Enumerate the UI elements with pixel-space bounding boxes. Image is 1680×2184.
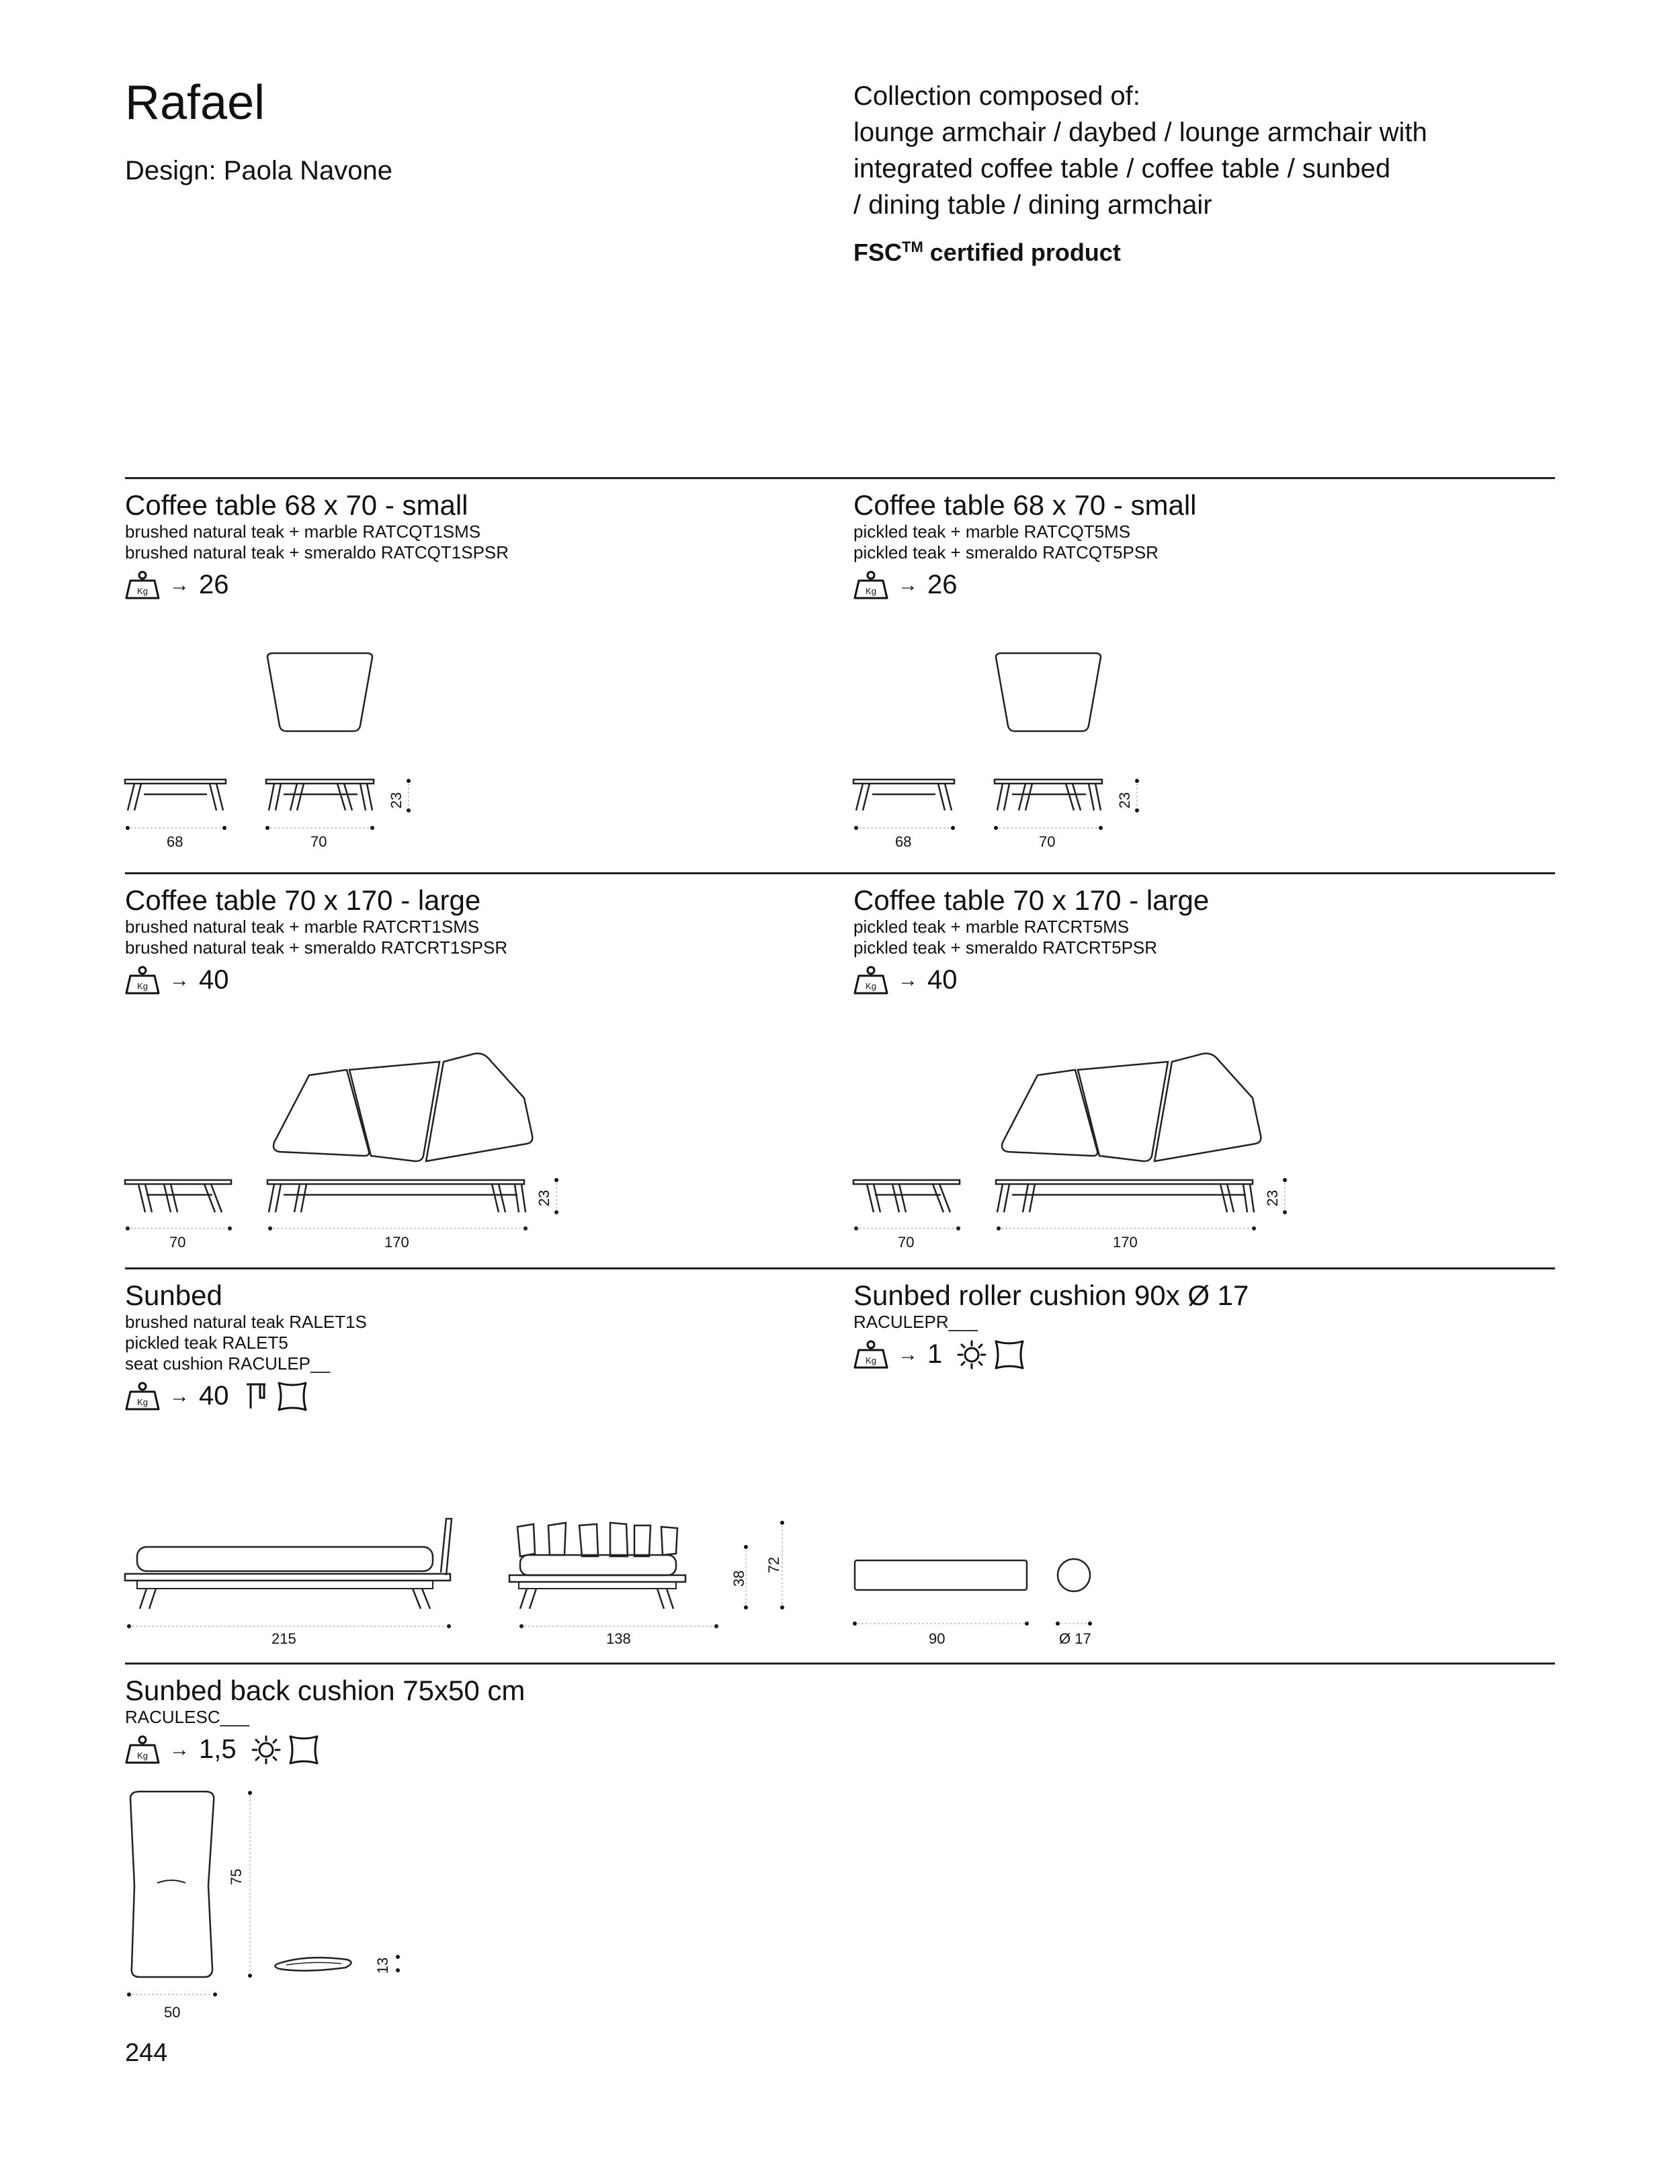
coffee-table-large-drawing xyxy=(125,1042,569,1243)
dimension-height: 23 xyxy=(388,792,405,809)
weight-kg-icon xyxy=(125,966,160,995)
product-code: RACULESC___ xyxy=(125,1707,249,1727)
product-back-cushion xyxy=(125,1675,525,1765)
weight-kg-icon xyxy=(125,1382,160,1411)
sun-icon xyxy=(958,1341,985,1368)
product-sunbed xyxy=(125,1279,367,1411)
umbrella-hole-icon xyxy=(245,1382,268,1411)
product-title: Sunbed roller cushion 90x Ø 17 xyxy=(853,1279,1249,1311)
dimension-height: 23 xyxy=(1116,792,1134,809)
weight-row xyxy=(125,965,507,995)
product-variant: pickled teak + smeraldo RATCQT5PSR xyxy=(853,542,1159,562)
dimension-height: 75 xyxy=(228,1868,245,1886)
weight-value: 26 xyxy=(927,570,958,599)
product-variant: pickled teak + marble RATCRT5MS xyxy=(853,917,1130,937)
cushion-icon xyxy=(278,1382,307,1411)
product-variant: pickled teak + marble RATCQT5MS xyxy=(853,521,1131,542)
arrow-right-icon: → xyxy=(898,573,918,596)
dimension-thickness: 13 xyxy=(374,1957,392,1974)
product-title: Coffee table 68 x 70 - small xyxy=(125,489,468,521)
product-variant: seat cushion RACULEP__ xyxy=(125,1353,330,1374)
product-title: Coffee table 70 x 170 - large xyxy=(125,884,481,916)
weight-value: 26 xyxy=(199,570,229,599)
product-title: Coffee table 70 x 170 - large xyxy=(853,884,1210,916)
weight-kg-icon xyxy=(853,966,888,995)
product-coffee-table-large-brushed xyxy=(125,884,507,995)
weight-value: 1,5 xyxy=(199,1734,237,1764)
fsc-suffix: certified product xyxy=(929,239,1121,266)
weight-value: 40 xyxy=(927,965,958,995)
sunbed-drawing xyxy=(125,1512,824,1646)
dimension-depth: 70 xyxy=(310,833,327,850)
dimension-width: 70 xyxy=(898,1234,915,1251)
weight-row xyxy=(853,965,1209,995)
product-variant: pickled teak RALET5 xyxy=(125,1333,288,1353)
weight-row xyxy=(853,570,1197,600)
product-variant: pickled teak + smeraldo RATCRT5PSR xyxy=(853,937,1158,958)
coffee-table-small-drawing xyxy=(853,645,1149,847)
weight-kg-icon xyxy=(125,1736,160,1764)
back-cushion-drawing xyxy=(125,1788,421,2009)
fsc-trademark: TM xyxy=(902,239,923,255)
weight-kg-icon xyxy=(853,1341,888,1369)
weight-kg-icon xyxy=(853,571,888,599)
collection-line: lounge armchair / daybed / lounge armchair with xyxy=(853,118,1427,147)
page-title: Rafael xyxy=(125,76,265,130)
dimension-height: 23 xyxy=(536,1189,553,1207)
coffee-table-large-drawing xyxy=(853,1042,1297,1243)
dimension-back-height: 72 xyxy=(765,1556,783,1574)
product-variant: brushed natural teak + marble RATCRT1SMS xyxy=(125,917,480,937)
fsc-label: FSC xyxy=(853,239,902,266)
arrow-right-icon: → xyxy=(169,573,190,596)
designer-credit: Design: Paola Navone xyxy=(125,156,393,185)
dimension-width: 138 xyxy=(606,1630,631,1647)
product-variant: brushed natural teak + smeraldo RATCRT1SPSR xyxy=(125,937,508,958)
dimension-length: 215 xyxy=(271,1630,296,1647)
arrow-right-icon: → xyxy=(898,1343,918,1366)
arrow-right-icon: → xyxy=(169,1738,190,1761)
product-variant: brushed natural teak RALET1S xyxy=(125,1312,367,1332)
product-coffee-table-large-pickled xyxy=(853,884,1209,995)
dimension-height: 23 xyxy=(1264,1189,1282,1207)
sun-icon xyxy=(253,1736,280,1763)
dimension-width: 50 xyxy=(164,2004,181,2021)
collection-line: / dining table / dining armchair xyxy=(853,190,1212,220)
collection-description xyxy=(853,78,1472,223)
weight-row xyxy=(125,1734,525,1765)
cushion-icon xyxy=(995,1340,1024,1370)
dimension-depth: 70 xyxy=(1039,833,1056,850)
product-coffee-table-small-pickled xyxy=(853,489,1197,600)
arrow-right-icon: → xyxy=(898,968,918,991)
product-variant: brushed natural teak + marble RATCQT1SMS xyxy=(125,521,481,542)
product-code: RACULEPR___ xyxy=(853,1312,978,1332)
weight-value: 1 xyxy=(927,1339,943,1369)
arrow-right-icon: → xyxy=(169,1384,190,1407)
weight-row xyxy=(125,570,509,600)
arrow-right-icon: → xyxy=(169,968,190,991)
coffee-table-small-drawing xyxy=(125,645,421,847)
collection-line: integrated coffee table / coffee table / sunbed xyxy=(853,154,1391,183)
roller-cushion-drawing xyxy=(853,1546,1109,1633)
dimension-width: 68 xyxy=(167,833,183,850)
product-title: Coffee table 68 x 70 - small xyxy=(853,489,1197,521)
page-number: 244 xyxy=(125,2039,168,2067)
section-divider xyxy=(125,1663,1555,1665)
dimension-depth: 170 xyxy=(1113,1234,1138,1251)
section-divider xyxy=(125,477,1555,479)
dimension-width: 68 xyxy=(895,833,912,850)
product-variant: brushed natural teak + smeraldo RATCQT1SPSR xyxy=(125,542,509,562)
weight-kg-icon xyxy=(125,571,160,599)
dimension-diameter: Ø 17 xyxy=(1059,1630,1091,1647)
collection-line: Collection composed of: xyxy=(853,81,1140,111)
section-divider xyxy=(125,872,1555,874)
product-roller-cushion xyxy=(853,1279,1249,1370)
product-title: Sunbed back cushion 75x50 cm xyxy=(125,1675,526,1706)
product-title: Sunbed xyxy=(125,1279,222,1311)
dimension-depth: 170 xyxy=(384,1234,409,1251)
cushion-icon xyxy=(289,1735,319,1765)
dimension-width: 70 xyxy=(169,1234,186,1251)
product-coffee-table-small-brushed xyxy=(125,489,509,600)
dimension-length: 90 xyxy=(929,1630,946,1647)
weight-row xyxy=(853,1339,1249,1370)
fsc-certification xyxy=(853,239,1121,267)
dimension-seat-height: 38 xyxy=(730,1570,748,1587)
weight-value: 40 xyxy=(199,965,229,995)
section-divider xyxy=(125,1267,1555,1269)
weight-value: 40 xyxy=(199,1381,229,1411)
weight-row xyxy=(125,1381,367,1411)
